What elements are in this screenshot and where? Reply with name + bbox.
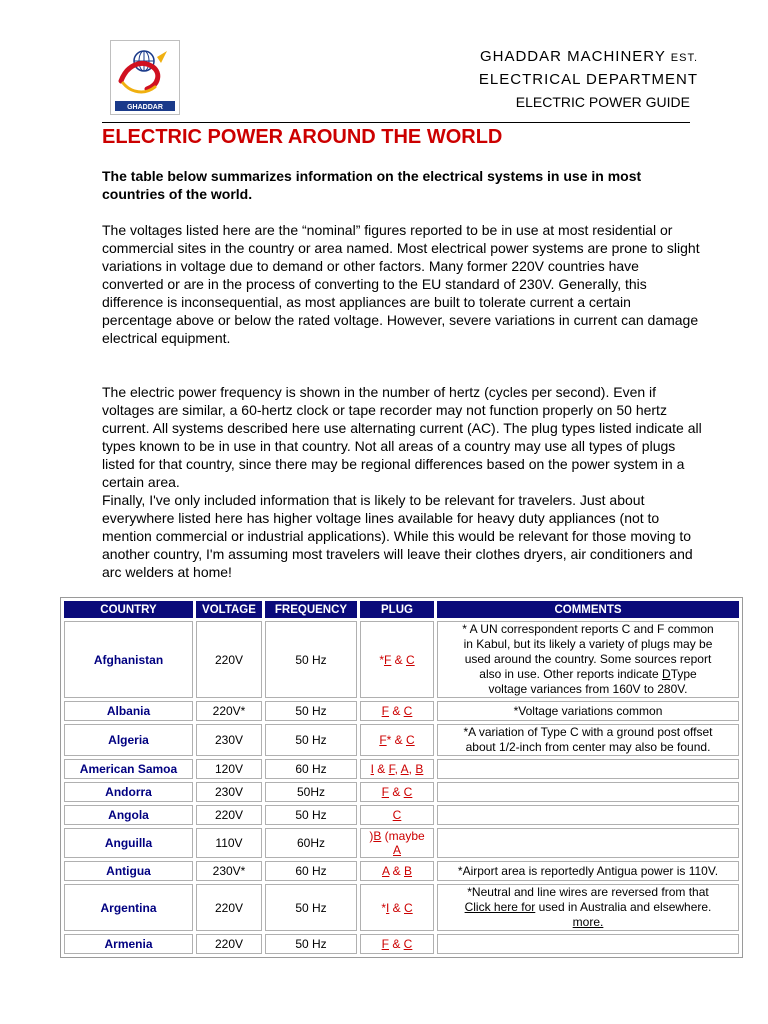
plug-sep: &: [389, 900, 404, 915]
plug-sep: &: [389, 704, 404, 718]
plug-sep: (maybe: [381, 829, 425, 843]
frequency-cell: 50 Hz: [265, 621, 357, 698]
plug-link[interactable]: C: [392, 808, 402, 822]
plug-sep: &: [389, 785, 404, 799]
plug-link[interactable]: A: [381, 864, 390, 878]
table-row: [64, 621, 739, 698]
table-row: [64, 828, 739, 858]
plug-link[interactable]: F: [381, 937, 389, 951]
frequency-cell: 50 Hz: [265, 934, 357, 954]
country-cell: Angola: [64, 805, 193, 825]
plug-link[interactable]: F: [381, 704, 389, 718]
table-row: [64, 805, 739, 825]
frequency-cell: 50 Hz: [265, 724, 357, 756]
country-cell: Andorra: [64, 782, 193, 802]
travelers-paragraph: Finally, I've only included information that is likely to be relevant for travelers. Just about everywhere listed here has higher voltage lines available for heavy duty appliances (not to mention commercial or industrial applications). While this would be relevant for those moving to another country, I'm assuming most travelers will leave their clothes dryers, air conditioners and arc welders at home!: [102, 492, 693, 580]
plug-link[interactable]: C: [406, 652, 415, 667]
voltage-cell: 220V: [196, 934, 262, 954]
voltage-cell: 220V: [196, 884, 262, 931]
country-cell: Armenia: [64, 934, 193, 954]
voltage-cell: 110V: [196, 828, 262, 858]
table-row: [64, 884, 739, 931]
plug-link[interactable]: B: [404, 864, 413, 878]
plug-cell: [360, 621, 434, 698]
company-suffix: EST.: [670, 52, 698, 64]
plug-sep: &: [389, 937, 404, 951]
plug-sep: &: [373, 762, 389, 776]
frequency-cell: 50Hz: [265, 782, 357, 802]
plug-link[interactable]: A: [400, 762, 409, 776]
table-header-row: [64, 601, 739, 618]
table-row: [64, 724, 739, 756]
plug-link[interactable]: B: [373, 829, 382, 843]
voltage-paragraph: The voltages listed here are the “nominal” figures reported to be in use at most residential or commercial sites in the country or area named. Most electrical power systems are prone to slight variations in voltage due to demand or other factors. Many former 220V countries have converted or are in the process of converting to the EU standard of 230V. Generally, this difference is inconsequential, as most appliances are built to tolerate current a certain percentage above or below the rated voltage. However, severe variations in current can damage electrical equipment.: [102, 222, 700, 346]
frequency-cell: 60 Hz: [265, 861, 357, 881]
svg-text:GHADDAR: GHADDAR: [127, 104, 163, 111]
comments-cell: *Voltage variations common: [437, 701, 739, 721]
plug-link[interactable]: B: [415, 762, 424, 776]
power-table: [60, 597, 743, 958]
plug-link[interactable]: A: [392, 843, 401, 857]
country-cell: Antigua: [64, 861, 193, 881]
company-name: GHADDAR MACHINERY EST.: [479, 48, 698, 65]
plug-link[interactable]: C: [403, 704, 413, 718]
department-name: ELECTRICAL DEPARTMENT: [478, 71, 698, 88]
frequency-cell: 50 Hz: [265, 805, 357, 825]
country-cell: American Samoa: [64, 759, 193, 779]
plug-link[interactable]: C: [403, 785, 413, 799]
plug-sep: * &: [386, 733, 406, 747]
header-plug: PLUG: [360, 601, 434, 618]
plug-sep: ,: [408, 762, 416, 776]
frequency-cell: 60Hz: [265, 828, 357, 858]
comments-cell: [437, 805, 739, 825]
comments-cell: * A UN correspondent reports C and F common in Kabul, but its likely a variety of plugs may be used around the country. Some sources report also in use. Other reports indicate DType voltage variances from 160V to 280V.: [437, 621, 739, 698]
plug-cell: [360, 701, 434, 721]
table-row: [64, 782, 739, 802]
more-link[interactable]: more.: [572, 915, 604, 929]
country-cell: Albania: [64, 701, 193, 721]
voltage-cell: 120V: [196, 759, 262, 779]
voltage-cell: 230V: [196, 782, 262, 802]
table-row: [64, 759, 739, 779]
plug-sep: &: [391, 652, 406, 667]
table-row: [64, 934, 739, 954]
plug-cell: [360, 782, 434, 802]
voltage-cell: 230V: [196, 724, 262, 756]
voltage-cell: 220V: [196, 621, 262, 698]
header-voltage: VOLTAGE: [196, 601, 262, 618]
country-cell: Algeria: [64, 724, 193, 756]
plug-cell: [360, 828, 434, 858]
plug-link[interactable]: F: [383, 652, 392, 667]
plug-sep: ,: [394, 762, 401, 776]
letterhead: [479, 46, 698, 113]
plug-cell: [360, 805, 434, 825]
plug-cell: [360, 861, 434, 881]
table-row: [64, 861, 739, 881]
plug-sep: &: [389, 864, 404, 878]
plug-link[interactable]: C: [404, 900, 413, 915]
comments-cell: [437, 828, 739, 858]
header-frequency: FREQUENCY: [265, 601, 357, 618]
logo-icon: [111, 41, 179, 114]
frequency-cell: 50 Hz: [265, 701, 357, 721]
plug-link[interactable]: F: [381, 785, 389, 799]
header-divider: [102, 122, 690, 123]
plug-link[interactable]: I: [385, 900, 390, 915]
plug-cell: [360, 884, 434, 931]
country-cell: Afghanistan: [64, 621, 193, 698]
comments-cell: [437, 934, 739, 954]
header-comments: COMMENTS: [437, 601, 739, 618]
plug-cell: [360, 724, 434, 756]
plug-link[interactable]: F: [388, 762, 395, 776]
plug-link[interactable]: I: [370, 762, 374, 776]
voltage-cell: 230V*: [196, 861, 262, 881]
click-here-link[interactable]: Click here for: [464, 900, 536, 914]
plug-link[interactable]: C: [406, 733, 415, 747]
plug-link[interactable]: F: [379, 733, 387, 747]
plug-note: ): [369, 829, 374, 843]
frequency-paragraph: The electric power frequency is shown in the number of hertz (cycles per second). Even if voltages are similar, a 60-hertz clock or tape recorder may not function properly on 50 hertz current. All systems described here use alternating current (AC). The plug types listed indicate all types known to be in use in that country. Not all areas of a country may use all types of plugs listed for that country, since there may be regional differences based on the power system in a certain area.: [102, 384, 702, 490]
frequency-cell: 60 Hz: [265, 759, 357, 779]
plug-link[interactable]: D: [662, 667, 671, 681]
comments-cell: *Airport area is reportedly Antigua power is 110V.: [437, 861, 739, 881]
plug-note: *: [379, 652, 384, 667]
table-row: [64, 701, 739, 721]
voltage-cell: 220V*: [196, 701, 262, 721]
frequency-cell: 50 Hz: [265, 884, 357, 931]
country-cell: Anguilla: [64, 828, 193, 858]
comments-cell: [437, 782, 739, 802]
company-logo: [110, 40, 180, 115]
intro-paragraph: The table below summarizes information on the electrical systems in use in most countries of the world.: [102, 168, 642, 202]
header-country: COUNTRY: [64, 601, 193, 618]
plug-cell: [360, 934, 434, 954]
plug-link[interactable]: C: [403, 937, 413, 951]
plug-note: *: [381, 900, 386, 915]
plug-cell: [360, 759, 434, 779]
comments-cell: *Neutral and line wires are reversed from that Click here for used in Australia and elsewhere. more.: [437, 884, 739, 931]
country-cell: Argentina: [64, 884, 193, 931]
guide-name: ELECTRIC POWER GUIDE: [515, 94, 690, 110]
comments-cell: *A variation of Type C with a ground post offset about 1/2-inch from center may also be found.: [437, 724, 739, 756]
page-title: ELECTRIC POWER AROUND THE WORLD: [102, 126, 503, 148]
comments-cell: [437, 759, 739, 779]
voltage-cell: 220V: [196, 805, 262, 825]
